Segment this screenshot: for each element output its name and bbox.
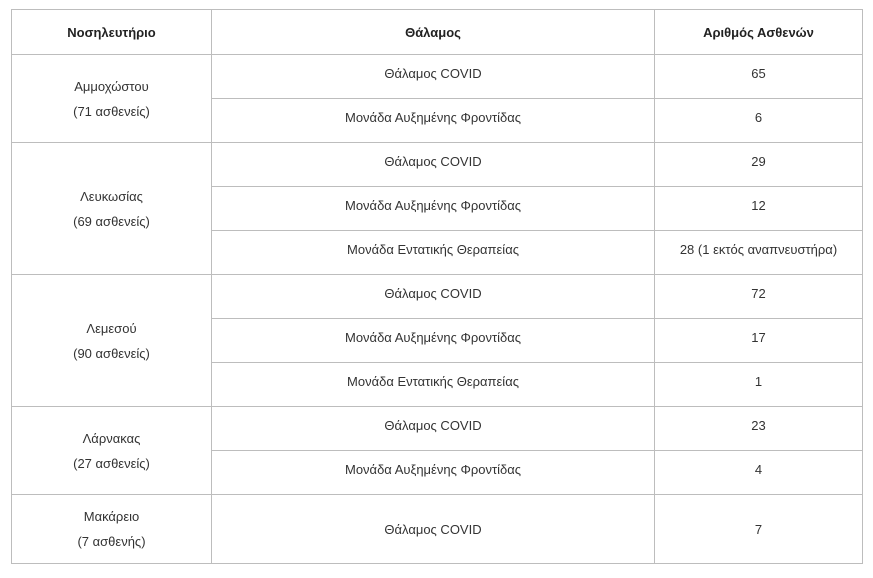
header-hospital: Νοσηλευτήριο [12, 10, 212, 55]
table-row [12, 495, 863, 564]
patient-count-cell: 12 [655, 187, 863, 231]
patient-count-cell: 7 [655, 495, 863, 564]
patient-count-cell: 72 [655, 275, 863, 319]
patient-count-cell: 17 [655, 319, 863, 363]
table-row [12, 407, 863, 451]
table-header-row [12, 10, 863, 55]
hospital-patient-total: (7 ασθενής) [77, 534, 146, 549]
ward-cell: Μονάδα Αυξημένης Φροντίδας [212, 187, 655, 231]
hospital-patient-total: (69 ασθενείς) [73, 213, 150, 229]
ward-cell: Μονάδα Εντατικής Θεραπείας [212, 363, 655, 407]
hospital-patients-table [11, 9, 863, 564]
hospital-name: Λάρνακας [82, 430, 141, 446]
hospital-name: Λεμεσού [86, 320, 137, 336]
ward-cell: Θάλαμος COVID [212, 275, 655, 319]
patient-count-cell: 1 [655, 363, 863, 407]
hospital-name: Μακάρειο [83, 509, 140, 524]
hospital-patient-total: (71 ασθενείς) [73, 103, 150, 119]
ward-cell: Μονάδα Αυξημένης Φροντίδας [212, 99, 655, 143]
header-ward: Θάλαμος [212, 10, 655, 55]
ward-cell: Μονάδα Αυξημένης Φροντίδας [212, 451, 655, 495]
hospital-patient-total: (27 ασθενείς) [73, 455, 150, 471]
ward-cell: Θάλαμος COVID [212, 143, 655, 187]
patient-count-cell: 23 [655, 407, 863, 451]
hospital-name: Λευκωσίας [80, 188, 143, 204]
ward-cell: Θάλαμος COVID [212, 495, 655, 564]
header-patients: Αριθμός Ασθενών [655, 10, 863, 55]
hospital-name: Αμμοχώστου [74, 78, 149, 94]
hospital-cell [12, 55, 212, 143]
patient-count-cell: 29 [655, 143, 863, 187]
hospital-cell [12, 275, 212, 407]
ward-cell: Μονάδα Εντατικής Θεραπείας [212, 231, 655, 275]
table-row [12, 143, 863, 187]
patient-count-cell: 65 [655, 55, 863, 99]
hospital-cell [12, 143, 212, 275]
ward-cell: Θάλαμος COVID [212, 55, 655, 99]
patient-count-cell: 4 [655, 451, 863, 495]
hospital-cell [12, 495, 212, 564]
hospital-cell [12, 407, 212, 495]
hospital-patient-total: (90 ασθενείς) [73, 345, 150, 361]
table-row [12, 275, 863, 319]
patient-count-cell: 28 (1 εκτός αναπνευστήρα) [655, 231, 863, 275]
ward-cell: Μονάδα Αυξημένης Φροντίδας [212, 319, 655, 363]
table-row [12, 55, 863, 99]
ward-cell: Θάλαμος COVID [212, 407, 655, 451]
patient-count-cell: 6 [655, 99, 863, 143]
